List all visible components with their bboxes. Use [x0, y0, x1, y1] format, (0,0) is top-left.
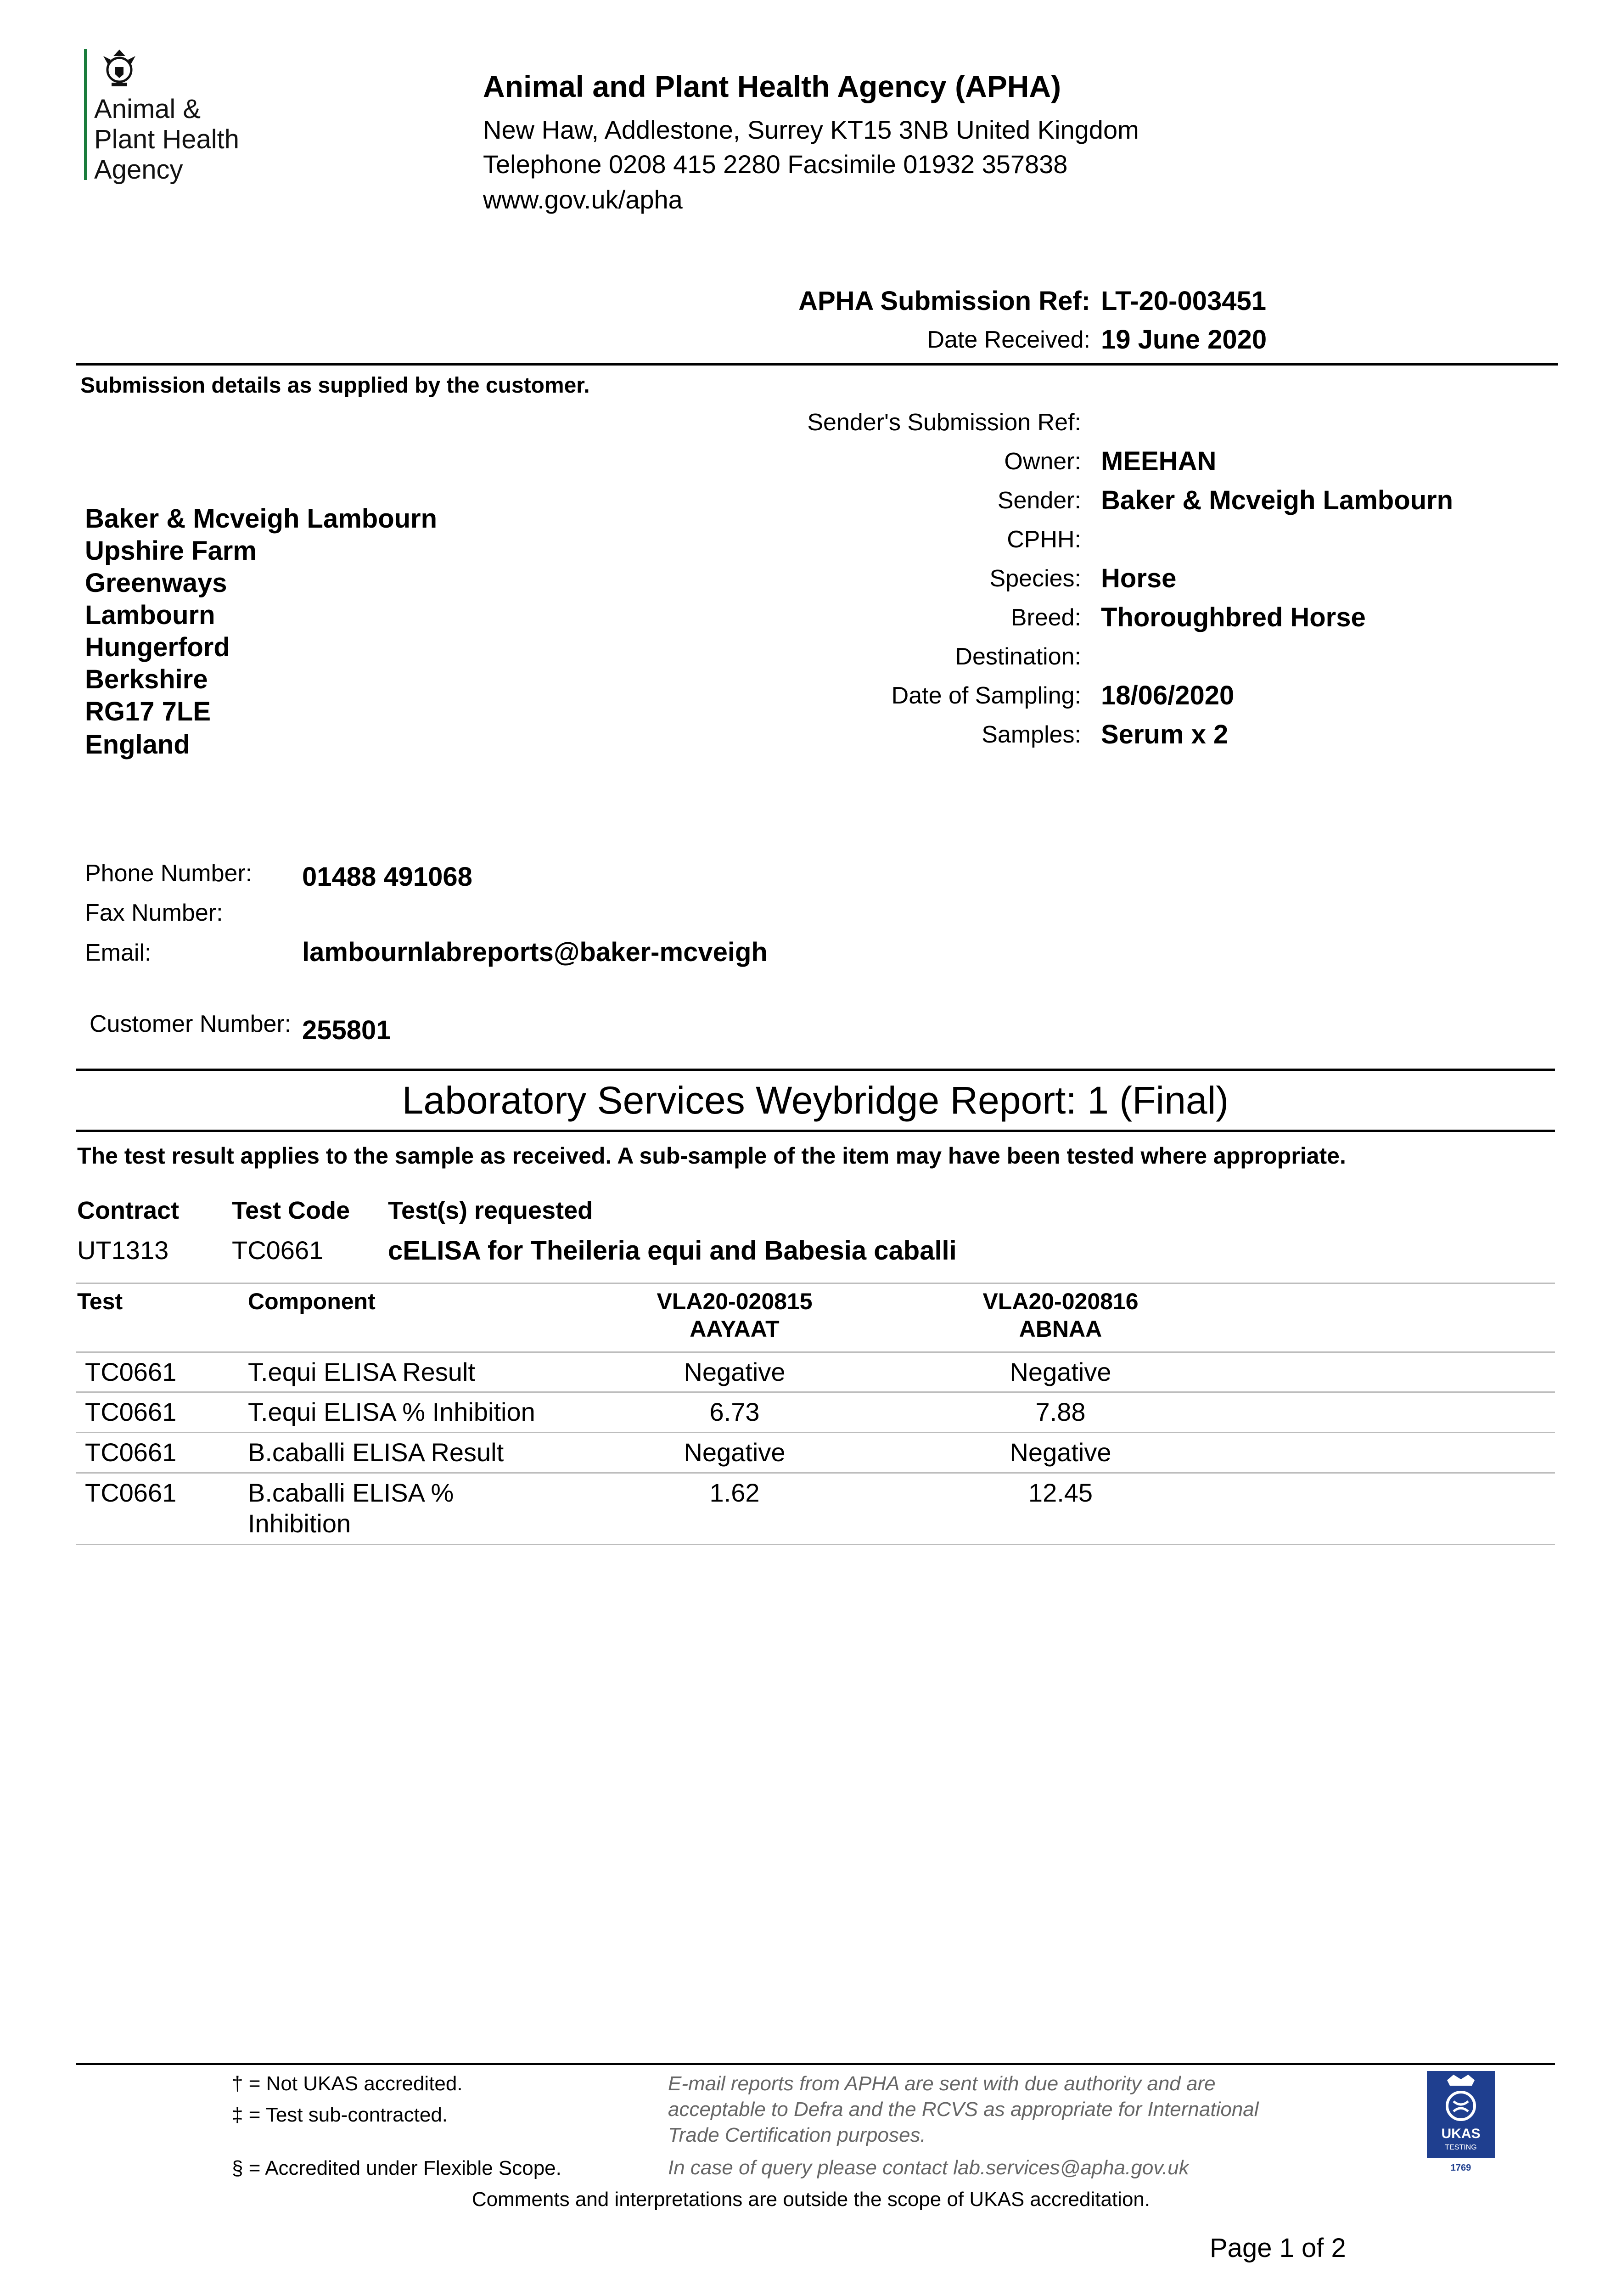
detail-label-sender: Sender: [997, 487, 1081, 514]
results-header-top-rule [76, 1283, 1555, 1284]
row-sample1-value: 1.62 [709, 1478, 760, 1507]
fax-label: Fax Number: [85, 900, 223, 926]
page-total: 2 [1331, 2233, 1346, 2263]
row-divider [76, 1391, 1555, 1393]
detail-label-date-sampling: Date of Sampling: [891, 682, 1081, 709]
detail-label-samples: Samples: [982, 721, 1081, 748]
detail-label-destination: Destination: [955, 643, 1081, 670]
logo-text-line-2: Plant Health [94, 124, 239, 154]
submission-ref-label: APHA Submission Ref: [798, 286, 1090, 316]
address-line-4: Lambourn [85, 600, 215, 630]
address-line-8: England [85, 730, 190, 760]
row-component: T.equi ELISA Result [248, 1357, 475, 1386]
date-received-value: 19 June 2020 [1101, 325, 1267, 355]
address-line-2: Upshire Farm [85, 536, 257, 566]
row-sample2-value: Negative [1010, 1357, 1111, 1386]
row-sample1-value: Negative [684, 1357, 786, 1386]
results-table-bottom-rule [76, 1544, 1555, 1545]
results-header-bottom-rule [76, 1351, 1555, 1353]
row-test: TC0661 [85, 1357, 177, 1386]
date-received-label: Date Received: [927, 326, 1090, 353]
results-header-sample1-name: AAYAAT [690, 1316, 780, 1342]
phone-label: Phone Number: [85, 860, 253, 887]
detail-label-owner: Owner: [1004, 448, 1081, 475]
report-disclaimer: The test result applies to the sample as received. A sub-sample of the item may have been tested where appropriate. [77, 1143, 1346, 1169]
phone-value: 01488 491068 [302, 862, 472, 892]
customer-number-label: Customer Number: [90, 1011, 292, 1037]
address-line-6: Berkshire [85, 664, 208, 694]
row-divider [76, 1472, 1555, 1474]
detail-value-breed: Thoroughbred Horse [1101, 602, 1366, 632]
row-sample1-value: Negative [684, 1438, 786, 1467]
row-divider [76, 1432, 1555, 1433]
contract-header: Contract [77, 1197, 180, 1224]
email-note-line-3: Trade Certification purposes. [668, 2124, 926, 2146]
address-line-1: Baker & Mcveigh Lambourn [85, 504, 438, 534]
address-line-7: RG17 7LE [85, 697, 211, 726]
footer-rule [76, 2063, 1555, 2065]
ukas-number: 1769 [1450, 2163, 1471, 2173]
email-note-line-2: acceptable to Defra and the RCVS as appropriate for International [668, 2098, 1259, 2121]
legend-sub-contracted: ‡ = Test sub-contracted. [232, 2104, 448, 2126]
submission-details-heading: Submission details as supplied by the customer. [80, 373, 590, 398]
submission-ref-value: LT-20-003451 [1101, 286, 1267, 316]
ukas-logo-icon [1427, 2071, 1495, 2158]
results-header-sample2-name: ABNAA [1019, 1316, 1102, 1342]
comments-note: Comments and interpretations are outside the scope of UKAS accreditation. [471, 2188, 1151, 2211]
ukas-sub-text: TESTING [1445, 2144, 1477, 2151]
test-code-value: TC0661 [232, 1236, 324, 1265]
row-sample2-value: 12.45 [1028, 1478, 1093, 1507]
agency-phone-fax: Telephone 0208 415 2280 Facsimile 01932 357838 [483, 150, 1068, 179]
row-component: T.equi ELISA % Inhibition [248, 1397, 535, 1426]
test-code-header: Test Code [232, 1197, 350, 1224]
row-component: B.caballi ELISA Result [248, 1438, 504, 1467]
detail-value-samples: Serum x 2 [1101, 720, 1229, 749]
logo-text-line-3: Agency [94, 155, 183, 185]
row-test: TC0661 [85, 1478, 177, 1507]
detail-label-species: Species: [989, 565, 1081, 592]
address-line-5: Hungerford [85, 632, 230, 662]
legend-flexible-scope: § = Accredited under Flexible Scope. [232, 2157, 561, 2179]
address-line-3: Greenways [85, 568, 227, 598]
results-header-component: Component [248, 1289, 376, 1314]
detail-value-species: Horse [1101, 563, 1177, 593]
report-title: Laboratory Services Weybridge Report: 1 (Final) [402, 1079, 1229, 1122]
results-header-test: Test [77, 1289, 123, 1314]
row-component-continued: Inhibition [248, 1509, 351, 1538]
detail-value-sender: Baker & Mcveigh Lambourn [1101, 485, 1454, 515]
page-label: Page 1 of [1210, 2233, 1324, 2263]
email-label: Email: [85, 940, 152, 966]
test-requested-value: cELISA for Theileria equi and Babesia caballi [388, 1236, 957, 1266]
results-header-sample2-id: VLA20-020816 [982, 1289, 1139, 1314]
logo-green-bar [84, 49, 87, 180]
agency-website: www.gov.uk/apha [483, 185, 683, 214]
agency-address: New Haw, Addlestone, Surrey KT15 3NB United Kingdom [483, 115, 1139, 144]
email-value: lambournlabreports@baker-mcveigh [302, 937, 768, 967]
detail-value-date-sampling: 18/06/2020 [1101, 681, 1235, 710]
row-sample2-value: 7.88 [1035, 1397, 1086, 1426]
page-number [1210, 2233, 1346, 2263]
legend-not-accredited: † = Not UKAS accredited. [232, 2072, 463, 2095]
report-title-bottom-rule [76, 1130, 1555, 1132]
ukas-text: UKAS [1441, 2126, 1481, 2141]
email-note-line-1: E-mail reports from APHA are sent with due authority and are [668, 2072, 1216, 2095]
detail-value-owner: MEEHAN [1101, 446, 1217, 476]
tests-requested-header: Test(s) requested [388, 1197, 593, 1224]
detail-label-senders-ref: Sender's Submission Ref: [807, 409, 1081, 436]
agency-name: Animal and Plant Health Agency (APHA) [483, 69, 1061, 103]
contract-value: UT1313 [77, 1236, 169, 1265]
row-sample1-value: 6.73 [709, 1397, 760, 1426]
detail-label-breed: Breed: [1010, 604, 1081, 631]
header-divider [76, 363, 1558, 366]
row-component: B.caballi ELISA % [248, 1478, 454, 1507]
results-header-sample1-id: VLA20-020815 [657, 1289, 813, 1314]
customer-number-value: 255801 [302, 1015, 391, 1045]
row-test: TC0661 [85, 1438, 177, 1467]
report-title-top-rule [76, 1069, 1555, 1071]
row-sample2-value: Negative [1010, 1438, 1111, 1467]
logo-text-line-1: Animal & [94, 94, 201, 124]
query-note: In case of query please contact lab.services@apha.gov.uk [668, 2156, 1189, 2179]
row-test: TC0661 [85, 1397, 177, 1426]
detail-label-cphh: CPHH: [1007, 526, 1081, 553]
royal-crest-icon [94, 47, 145, 90]
